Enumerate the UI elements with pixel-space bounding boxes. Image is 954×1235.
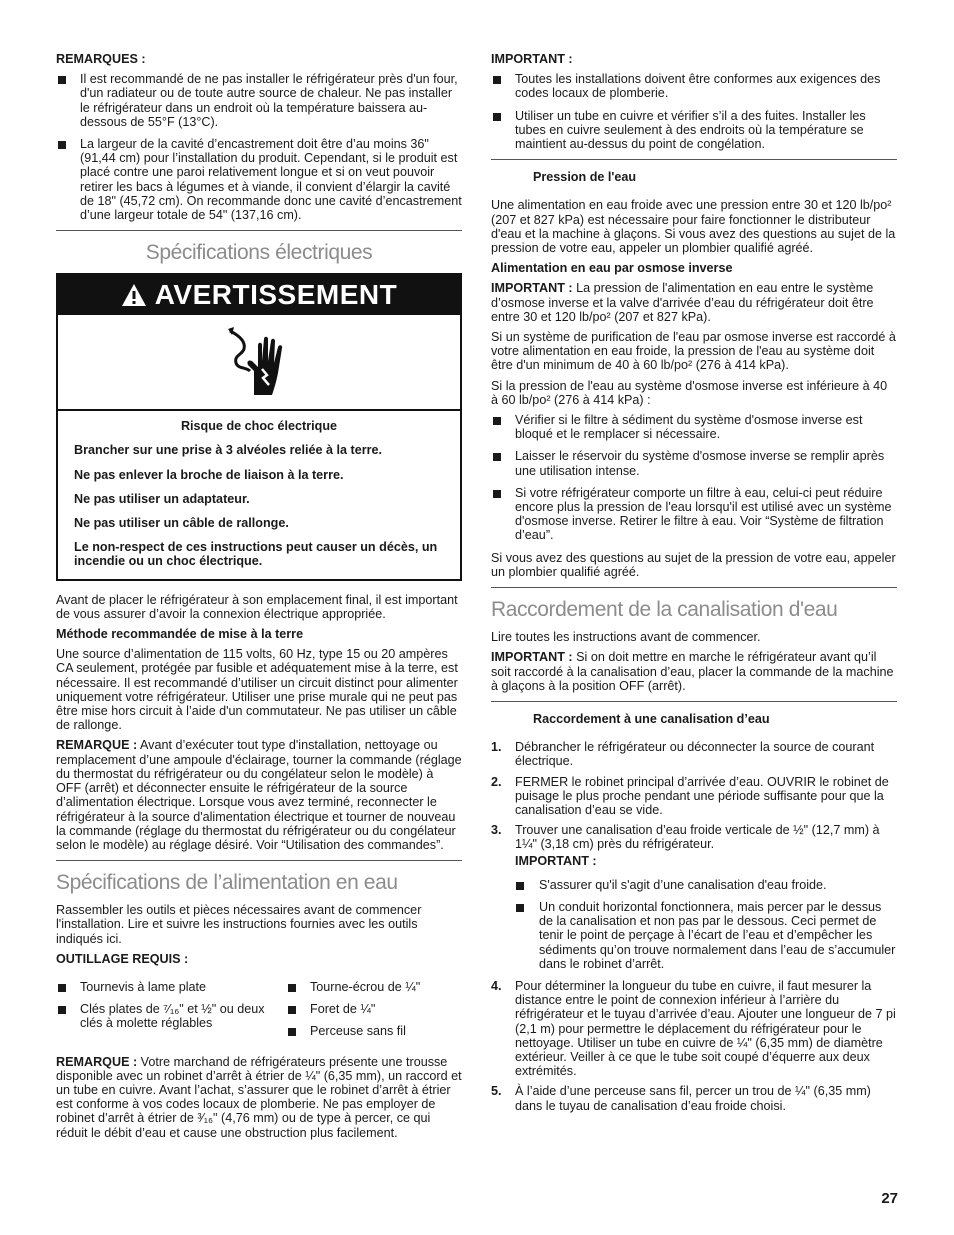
electrical-intro: Avant de placer le réfrigérateur à son emplacement final, il est important de vous assurer d’avoir la connexion électrique appropriée. — [56, 592, 458, 621]
warning-header-text: AVERTISSEMENT — [154, 279, 398, 311]
list-item: Tournevis à lame plate — [56, 980, 286, 994]
grounding-text: Une source d’alimentation de 115 volts, 60 Hz, type 15 ou 20 ampères CA seulement, protégée par fusible et adéquatement mise à la terre, est nécessaire. Il est recommandé d’utiliser un circuit distinct pour alimenter uniquement votre réfrigérateur. Utiliser une prise murale qui ne peut pas être mise hors circuit à l’aide d'un commutateur. Ne pas utiliser un câble de rallonge. — [56, 647, 458, 733]
ro-paragraph-4: Si vous avez des questions au sujet de la pression de votre eau, appeler un plombier qualifié agréé. — [491, 550, 896, 579]
step-number: 3. — [491, 823, 502, 838]
list-item: Clés plates de ⁷⁄₁₆" et ½" ou deux clés à molette réglables — [56, 1002, 286, 1030]
step-text: Trouver une canalisation d’eau froide verticale de ½" (12,7 mm) à 1¼" (3,18 cm) près du réfrigérateur. — [515, 823, 880, 852]
step-number: 2. — [491, 774, 502, 789]
connection-title: Raccordement de la canalisation d'eau — [491, 598, 838, 622]
pressure-text: Une alimentation en eau froide avec une pression entre 30 et 120 lb/po² (207 et 827 kPa) est nécessaire pour faire fonctionner le distributeur d'eau et la machine à glaçons. Si vous avez des questions au sujet de la pression de votre eau, appeler un plombier qualifié agréé. — [491, 198, 896, 256]
warning-line: Ne pas enlever la broche de liaison à la terre. — [74, 467, 344, 482]
step-number: 1. — [491, 740, 502, 755]
connection-important-text: Si on doit mettre en marche le réfrigérateur avant qu’il soit raccordé à la canalisation d’eau, placer la commande de la machine à glaçons à la position OFF (arrêt). — [491, 650, 894, 693]
water-intro: Rassembler les outils et pièces nécessaires avant de commencer l'installation. Lire et suivre les instructions fournies avec les outils indiqués ici. — [56, 903, 422, 946]
step-text: FERMER le robinet principal d’arrivée d’eau. OUVRIR le robinet de puisage le plus proche pendant une période suffisante pour que la canalisation d’eau se vide. — [515, 774, 889, 817]
connection-important-label: IMPORTANT : — [491, 650, 573, 665]
pressure-heading: Pression de l'eau — [533, 170, 637, 185]
warning-line: Ne pas utiliser un adaptateur. — [74, 491, 250, 506]
step3-list — [515, 878, 897, 971]
list-item: Vérifier si le filtre à sédiment du système d'osmose inverse est bloqué et le remplacer si nécessaire. — [491, 413, 897, 441]
remarque2-text: Votre marchand de réfrigérateurs présente une trousse disponible avec un robinet d’arrêt à étrier de ¼" (6,35 mm), un raccord et un tube en cuivre. Avant l’achat, s’assurer que le robinet d’arrêt à étrier est conforme à vos codes locaux de plomberie. Ne pas employer de robinet d’arrêt à étrier de ³⁄₁₆" (4,76 mm) ou de type à percer, ce qui réduit le débit d’eau et cause une obstruction plus facilement. — [56, 1054, 462, 1140]
ro-important-paragraph — [491, 281, 897, 324]
list-item: S'assurer qu'il s'agit d’une canalisation d'eau froide. — [515, 878, 897, 892]
electric-shock-hand-icon — [224, 325, 294, 399]
warning-icon-area — [58, 315, 460, 411]
step-number: 4. — [491, 978, 502, 993]
remarque-text: Avant d’exécuter tout type d'installation, nettoyage ou remplacement d’une ampoule d'éclairage, tourner la commande (réglage du thermostat du réfrigérateur ou du congélateur selon le modèle) à OFF (arrêt) et déconnecter ensuite le réfrigérateur de la source d’alimentation électrique. Lorsque vous avez terminé, reconnecter le réfrigérateur à la source d'alimentation électrique et tourner de nouveau la commande (réglage du thermostat du réfrigérateur ou du congélateur selon le modèle) au réglage désiré. Voir “Utilisation des commandes”. — [56, 738, 462, 852]
important-list — [491, 72, 897, 151]
section-divider — [56, 860, 462, 861]
warning-line: Ne pas utiliser un câble de rallonge. — [74, 516, 289, 531]
list-item: La largeur de la cavité d’encastrement doit être d’au moins 36" (91,44 cm) pour l’installation du produit. Cependant, si le produit est placé contre une paroi relativement longue et si on veut pouvoir retirer les bacs à légumes et à viande, il convient d’élargir la cavité de 18" (45,72 cm). On recommande donc une cavité d’encastrement d’une largeur totale de 54" (137,16 cm). — [56, 137, 462, 222]
warning-line: Le non-respect de ces instructions peut causer un décès, un incendie ou un choc électrique. — [74, 540, 438, 569]
step-item — [491, 1084, 897, 1112]
ro-list — [491, 413, 897, 543]
ro-paragraph-3: Si la pression de l'eau au système d'osmose inverse est inférieure à 40 à 60 lb/po² (276 à 414 kPa) : — [491, 378, 888, 407]
list-item: Foret de ¼" — [286, 1002, 462, 1016]
step-item — [491, 979, 897, 1078]
electrical-specs-title: Spécifications électriques — [145, 241, 373, 265]
grounding-label: Méthode recommandée de mise à la terre — [56, 627, 304, 642]
warning-line: Brancher sur une prise à 3 alvéoles reliée à la terre. — [74, 443, 383, 458]
connection-intro: Lire toutes les instructions avant de commencer. — [491, 630, 761, 645]
section-divider — [491, 159, 897, 160]
ro-important-text: La pression de l'alimentation en eau entre le système d’osmose inverse et la valve d'arrivée d’eau du réfrigérateur doit être entre 30 et 120 lb/po² (207 et 827 kPa). — [491, 281, 874, 324]
warning-box — [56, 273, 462, 580]
left-column — [56, 52, 462, 1146]
step-text: À l’aide d’une perceuse sans fil, percer un trou de ¼" (6,35 mm) dans le tuyau de canalisation d’eau froide choisi. — [515, 1084, 871, 1113]
connection-important-paragraph — [491, 650, 897, 693]
remarque-label: REMARQUE : — [56, 738, 138, 753]
warning-triangle-icon — [121, 283, 147, 307]
tools-label: OUTILLAGE REQUIS : — [56, 951, 189, 966]
step-number: 5. — [491, 1084, 502, 1099]
right-column — [491, 52, 897, 1119]
step-text: Débrancher le réfrigérateur ou déconnecter la source de courant électrique. — [515, 740, 875, 769]
tools-lists — [56, 980, 462, 1055]
step-item — [491, 775, 897, 818]
section-divider — [56, 230, 462, 231]
important-label: IMPORTANT : — [491, 52, 573, 66]
water-specs-title: Spécifications de l’alimentation en eau — [56, 871, 398, 895]
tools-list-2 — [286, 980, 462, 1047]
step-item — [491, 740, 897, 768]
list-item: Perceuse sans fil — [286, 1024, 462, 1038]
list-item: Toutes les installations doivent être conformes aux exigences des codes locaux de plomberie. — [491, 72, 897, 100]
list-item: Si votre réfrigérateur comporte un filtre à eau, celui-ci peut réduire encore plus la pression de l'eau lorsqu'il est utilisé avec un système d'osmose inverse. Retirer le filtre à eau. Voir “Système de filtration d’eau”. — [491, 486, 897, 543]
connection-subheading: Raccordement à une canalisation d’eau — [533, 711, 770, 726]
list-item: Il est recommandé de ne pas installer le réfrigérateur près d'un four, d'un radiateur ou de toute autre source de chaleur. Ne pas installer le réfrigérateur dans un endroit où la température baissera au-dessous de 55°F (13°C). — [56, 72, 462, 129]
tools-list-1 — [56, 980, 286, 1047]
page-number: 27 — [881, 1190, 898, 1207]
remarque2-label: REMARQUE : — [56, 1054, 138, 1069]
remarque2-paragraph — [56, 1055, 462, 1140]
section-divider — [491, 587, 897, 588]
list-item: Un conduit horizontal fonctionnera, mais percer par le dessus de la canalisation et non pas par le dessous. Ceci permet de tenir le point de perçage à l’écart de l’eau et d’empêcher les sédiments qu’on trouve normalement dans l’eau de s’accumuler dans le robinet d’arrêt. — [515, 900, 897, 971]
connection-steps — [491, 740, 897, 1113]
step-item — [491, 823, 897, 971]
warning-header — [58, 275, 460, 315]
remarque-paragraph — [56, 738, 462, 852]
list-item: Laisser le réservoir du système d'osmose inverse se remplir après une utilisation intense. — [491, 449, 897, 477]
remarques-label: REMARQUES : — [56, 52, 146, 66]
remarques-list — [56, 72, 462, 222]
ro-paragraph-2: Si un système de purification de l'eau par osmose inverse est raccordé à votre alimentation en eau froide, la pression de l'eau au système doit être d'un minimum de 40 à 60 lb/po² (276 à 414 kPa). — [491, 330, 896, 373]
ro-important-label: IMPORTANT : — [491, 281, 573, 296]
list-item: Utiliser un tube en cuivre et vérifier s’il a des fuites. Installer les tubes en cuivre seulement à des endroits où la température se maintient au-dessus du point de congélation. — [491, 109, 897, 152]
ro-label: Alimentation en eau par osmose inverse — [491, 261, 733, 276]
warning-risk: Risque de choc électrique — [180, 419, 338, 434]
section-divider — [491, 701, 897, 702]
step3-important-label: IMPORTANT : — [515, 853, 597, 868]
warning-body — [58, 411, 460, 578]
list-item: Tourne-écrou de ¼" — [286, 980, 462, 994]
step-text: Pour déterminer la longueur du tube en cuivre, il faut mesurer la distance entre le point de connexion inférieur à l’arrière du réfrigérateur et le tuyau d’arrivée d’eau. Ajouter une longueur de 7 pi (2,1 m) pour permettre le déplacement du réfrigérateur pour le nettoyage. Utiliser un tube en cuivre de ¼" (6,35 mm) de diamètre extérieur. Veiller à ce que le tube soit coupé d’équerre aux deux extrémités. — [515, 978, 896, 1079]
